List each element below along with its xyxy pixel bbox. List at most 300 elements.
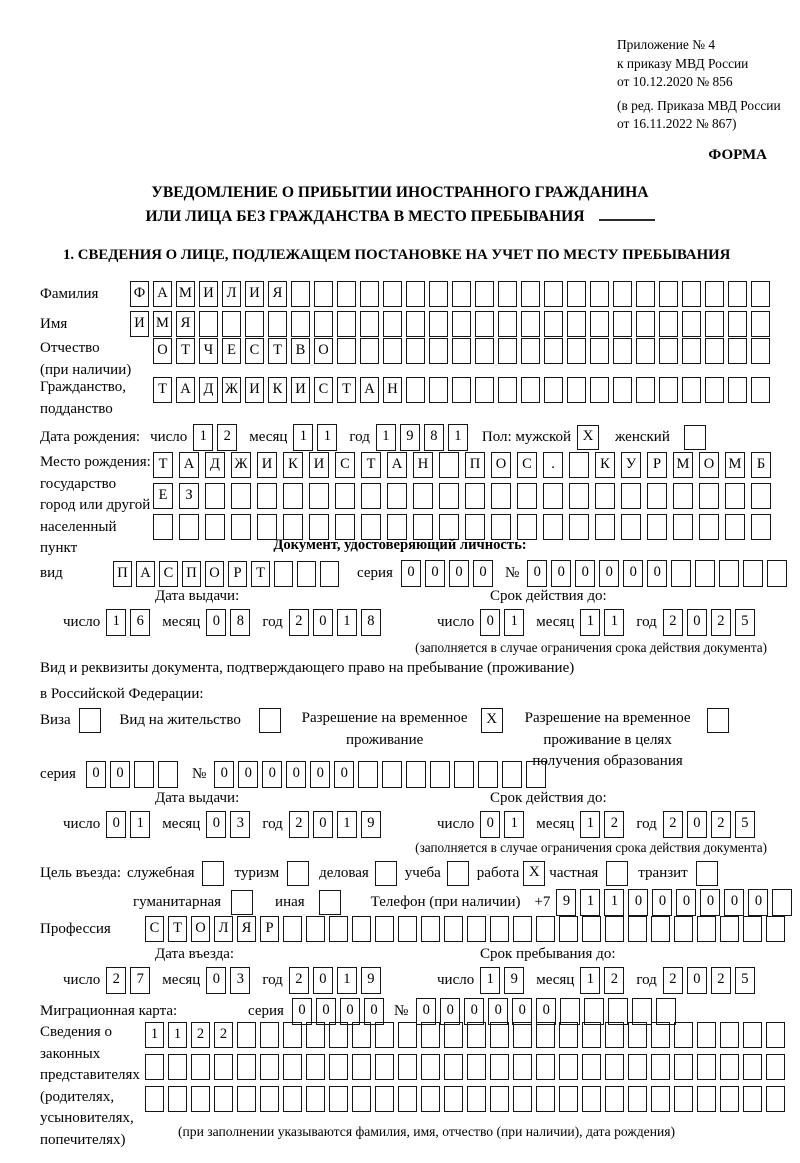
cell[interactable] <box>406 338 425 364</box>
cell[interactable]: С <box>159 561 178 587</box>
cell[interactable] <box>421 1054 440 1080</box>
cell[interactable]: С <box>314 377 333 403</box>
cell[interactable]: 0 <box>599 560 619 587</box>
cell[interactable] <box>695 560 715 587</box>
cell[interactable] <box>513 1054 532 1080</box>
cell[interactable]: 0 <box>748 889 768 916</box>
cell[interactable] <box>608 998 628 1025</box>
cell[interactable] <box>697 1086 716 1112</box>
cell[interactable] <box>651 916 670 942</box>
cell[interactable]: 0 <box>551 560 571 587</box>
cell[interactable] <box>421 1086 440 1112</box>
cell[interactable] <box>478 761 498 788</box>
cell[interactable] <box>245 311 264 337</box>
cell[interactable] <box>544 338 563 364</box>
cell[interactable] <box>697 1022 716 1048</box>
cell[interactable]: 0 <box>449 560 469 587</box>
cell[interactable] <box>772 889 792 916</box>
cell[interactable] <box>567 377 586 403</box>
cell[interactable] <box>673 483 693 509</box>
cell[interactable] <box>237 1022 256 1048</box>
cell[interactable] <box>205 483 225 509</box>
cell[interactable] <box>659 311 678 337</box>
cell[interactable]: Т <box>153 452 173 478</box>
cell[interactable] <box>383 338 402 364</box>
cell[interactable] <box>647 483 667 509</box>
cell[interactable] <box>191 1086 210 1112</box>
temp-residence-edu-checkbox[interactable] <box>707 708 729 733</box>
cell[interactable] <box>421 1022 440 1048</box>
cell[interactable] <box>309 483 329 509</box>
cell[interactable]: И <box>245 281 264 307</box>
cell[interactable] <box>544 311 563 337</box>
cell[interactable] <box>490 1022 509 1048</box>
purpose-official-checkbox[interactable] <box>202 861 224 886</box>
cell[interactable] <box>475 311 494 337</box>
cell[interactable]: 0 <box>106 811 126 838</box>
cell[interactable] <box>260 1054 279 1080</box>
cell[interactable]: 0 <box>464 998 484 1025</box>
cell[interactable]: 2 <box>289 609 309 636</box>
cell[interactable] <box>375 1054 394 1080</box>
cell[interactable]: 0 <box>238 761 258 788</box>
cell[interactable]: А <box>153 281 172 307</box>
cell[interactable] <box>682 281 701 307</box>
cell[interactable]: 1 <box>580 609 600 636</box>
cell[interactable]: 6 <box>130 609 150 636</box>
cell[interactable] <box>222 311 241 337</box>
cell[interactable] <box>628 916 647 942</box>
cell[interactable] <box>283 916 302 942</box>
cell[interactable] <box>728 377 747 403</box>
cell[interactable] <box>145 1086 164 1112</box>
cell[interactable] <box>582 1086 601 1112</box>
cell[interactable] <box>656 998 676 1025</box>
cell[interactable] <box>199 311 218 337</box>
cell[interactable] <box>475 377 494 403</box>
cell[interactable] <box>651 1022 670 1048</box>
cell[interactable] <box>605 1022 624 1048</box>
cell[interactable]: 1 <box>580 811 600 838</box>
cell[interactable]: 0 <box>313 967 333 994</box>
cell[interactable]: 0 <box>536 998 556 1025</box>
cell[interactable] <box>536 1054 555 1080</box>
cell[interactable] <box>674 1022 693 1048</box>
cell[interactable]: Т <box>251 561 270 587</box>
cell[interactable] <box>352 1022 371 1048</box>
cell[interactable] <box>475 281 494 307</box>
cell[interactable]: 0 <box>623 560 643 587</box>
cell[interactable] <box>705 281 724 307</box>
cell[interactable]: 0 <box>480 811 500 838</box>
cell[interactable] <box>145 1054 164 1080</box>
cell[interactable] <box>320 561 339 587</box>
cell[interactable] <box>613 311 632 337</box>
cell[interactable] <box>651 1086 670 1112</box>
cell[interactable]: 0 <box>292 998 312 1025</box>
cell[interactable] <box>682 311 701 337</box>
cell[interactable]: И <box>199 281 218 307</box>
cell[interactable] <box>559 1022 578 1048</box>
cell[interactable] <box>671 560 691 587</box>
cell[interactable]: Н <box>383 377 402 403</box>
purpose-work-checkbox[interactable]: X <box>523 861 545 886</box>
cell[interactable] <box>705 338 724 364</box>
cell[interactable]: 1 <box>580 967 600 994</box>
cell[interactable] <box>659 281 678 307</box>
cell[interactable]: 8 <box>230 609 250 636</box>
cell[interactable]: А <box>360 377 379 403</box>
cell[interactable] <box>521 377 540 403</box>
cell[interactable] <box>283 1022 302 1048</box>
cell[interactable] <box>429 311 448 337</box>
cell[interactable]: Ф <box>130 281 149 307</box>
cell[interactable] <box>306 1054 325 1080</box>
cell[interactable]: М <box>153 311 172 337</box>
cell[interactable] <box>513 1022 532 1048</box>
cell[interactable]: 1 <box>480 967 500 994</box>
cell[interactable] <box>636 338 655 364</box>
cell[interactable]: 0 <box>262 761 282 788</box>
cell[interactable]: 0 <box>676 889 696 916</box>
cell[interactable]: 2 <box>106 967 126 994</box>
cell[interactable] <box>743 1086 762 1112</box>
cell[interactable] <box>567 338 586 364</box>
cell[interactable] <box>543 483 563 509</box>
cell[interactable]: Я <box>237 916 256 942</box>
cell[interactable]: Р <box>228 561 247 587</box>
cell[interactable]: 0 <box>425 560 445 587</box>
cell[interactable] <box>337 281 356 307</box>
cell[interactable]: 0 <box>206 609 226 636</box>
cell[interactable] <box>283 1086 302 1112</box>
cell[interactable]: 5 <box>735 609 755 636</box>
cell[interactable] <box>475 338 494 364</box>
cell[interactable] <box>705 377 724 403</box>
cell[interactable] <box>430 761 450 788</box>
cell[interactable]: А <box>179 452 199 478</box>
cell[interactable]: О <box>699 452 719 478</box>
cell[interactable]: 0 <box>206 811 226 838</box>
cell[interactable]: 1 <box>145 1022 164 1048</box>
purpose-study-checkbox[interactable] <box>447 861 469 886</box>
cell[interactable] <box>231 483 251 509</box>
cell[interactable] <box>337 311 356 337</box>
cell[interactable] <box>360 281 379 307</box>
cell[interactable]: 2 <box>604 967 624 994</box>
cell[interactable] <box>766 1022 785 1048</box>
cell[interactable] <box>743 916 762 942</box>
cell[interactable]: 0 <box>473 560 493 587</box>
cell[interactable] <box>521 311 540 337</box>
cell[interactable] <box>720 1022 739 1048</box>
cell[interactable] <box>406 761 426 788</box>
cell[interactable] <box>375 1022 394 1048</box>
cell[interactable] <box>168 1054 187 1080</box>
cell[interactable] <box>452 311 471 337</box>
cell[interactable] <box>559 916 578 942</box>
cell[interactable]: 1 <box>376 424 396 451</box>
cell[interactable] <box>383 281 402 307</box>
cell[interactable]: О <box>191 916 210 942</box>
cell[interactable] <box>751 281 770 307</box>
cell[interactable] <box>306 1086 325 1112</box>
cell[interactable] <box>536 1022 555 1048</box>
cell[interactable]: З <box>179 483 199 509</box>
cell[interactable]: Я <box>268 281 287 307</box>
cell[interactable] <box>398 1022 417 1048</box>
cell[interactable] <box>158 761 178 788</box>
cell[interactable] <box>398 1086 417 1112</box>
cell[interactable] <box>636 311 655 337</box>
cell[interactable]: Д <box>199 377 218 403</box>
cell[interactable] <box>134 761 154 788</box>
cell[interactable]: 0 <box>724 889 744 916</box>
cell[interactable] <box>444 916 463 942</box>
cell[interactable] <box>382 761 402 788</box>
cell[interactable] <box>725 483 745 509</box>
cell[interactable] <box>358 761 378 788</box>
cell[interactable]: 0 <box>214 761 234 788</box>
cell[interactable] <box>439 483 459 509</box>
cell[interactable] <box>406 281 425 307</box>
cell[interactable]: И <box>257 452 277 478</box>
cell[interactable]: Ч <box>199 338 218 364</box>
cell[interactable]: 1 <box>106 609 126 636</box>
cell[interactable] <box>444 1022 463 1048</box>
cell[interactable]: С <box>517 452 537 478</box>
cell[interactable]: 2 <box>191 1022 210 1048</box>
cell[interactable] <box>444 1054 463 1080</box>
cell[interactable]: Т <box>153 377 172 403</box>
cell[interactable]: С <box>145 916 164 942</box>
cell[interactable]: А <box>176 377 195 403</box>
cell[interactable] <box>498 338 517 364</box>
cell[interactable]: Л <box>214 916 233 942</box>
cell[interactable] <box>544 377 563 403</box>
cell[interactable] <box>590 338 609 364</box>
visa-checkbox[interactable] <box>79 708 101 733</box>
cell[interactable] <box>260 1086 279 1112</box>
cell[interactable] <box>720 916 739 942</box>
cell[interactable] <box>766 1054 785 1080</box>
cell[interactable]: 0 <box>628 889 648 916</box>
cell[interactable] <box>283 483 303 509</box>
cell[interactable]: 5 <box>735 811 755 838</box>
cell[interactable] <box>490 1054 509 1080</box>
cell[interactable]: П <box>465 452 485 478</box>
cell[interactable]: М <box>725 452 745 478</box>
cell[interactable] <box>628 1054 647 1080</box>
cell[interactable] <box>314 311 333 337</box>
cell[interactable]: А <box>387 452 407 478</box>
cell[interactable] <box>398 1054 417 1080</box>
cell[interactable] <box>297 561 316 587</box>
cell[interactable] <box>413 483 433 509</box>
cell[interactable] <box>613 338 632 364</box>
cell[interactable]: 1 <box>580 889 600 916</box>
cell[interactable] <box>628 1022 647 1048</box>
cell[interactable] <box>567 311 586 337</box>
cell[interactable]: 9 <box>556 889 576 916</box>
cell[interactable] <box>767 560 787 587</box>
cell[interactable] <box>605 916 624 942</box>
cell[interactable]: И <box>130 311 149 337</box>
cell[interactable]: И <box>291 377 310 403</box>
cell[interactable]: 1 <box>337 967 357 994</box>
cell[interactable]: 0 <box>687 967 707 994</box>
cell[interactable] <box>491 483 511 509</box>
cell[interactable] <box>283 1054 302 1080</box>
cell[interactable]: М <box>673 452 693 478</box>
cell[interactable]: Т <box>176 338 195 364</box>
cell[interactable] <box>498 377 517 403</box>
cell[interactable] <box>467 1022 486 1048</box>
cell[interactable] <box>467 916 486 942</box>
cell[interactable] <box>291 311 310 337</box>
cell[interactable] <box>452 377 471 403</box>
cell[interactable] <box>168 1086 187 1112</box>
cell[interactable]: 0 <box>110 761 130 788</box>
cell[interactable]: Ж <box>231 452 251 478</box>
cell[interactable]: 1 <box>168 1022 187 1048</box>
cell[interactable]: 2 <box>711 811 731 838</box>
cell[interactable] <box>674 916 693 942</box>
cell[interactable] <box>191 1054 210 1080</box>
cell[interactable] <box>329 1054 348 1080</box>
cell[interactable]: 5 <box>735 967 755 994</box>
cell[interactable]: 1 <box>293 424 313 451</box>
residence-permit-checkbox[interactable] <box>259 708 281 733</box>
cell[interactable] <box>214 1054 233 1080</box>
cell[interactable]: Л <box>222 281 241 307</box>
cell[interactable] <box>613 377 632 403</box>
cell[interactable] <box>584 998 604 1025</box>
cell[interactable] <box>439 452 459 478</box>
cell[interactable]: 0 <box>575 560 595 587</box>
cell[interactable] <box>375 916 394 942</box>
cell[interactable] <box>214 1086 233 1112</box>
cell[interactable]: 0 <box>313 609 333 636</box>
cell[interactable] <box>605 1086 624 1112</box>
cell[interactable] <box>454 761 474 788</box>
cell[interactable] <box>490 1086 509 1112</box>
cell[interactable] <box>337 338 356 364</box>
cell[interactable] <box>306 1022 325 1048</box>
cell[interactable]: 0 <box>700 889 720 916</box>
cell[interactable]: 0 <box>286 761 306 788</box>
cell[interactable]: 2 <box>711 967 731 994</box>
cell[interactable] <box>636 377 655 403</box>
cell[interactable] <box>743 560 763 587</box>
cell[interactable] <box>406 377 425 403</box>
cell[interactable] <box>766 916 785 942</box>
cell[interactable]: 0 <box>313 811 333 838</box>
cell[interactable] <box>569 483 589 509</box>
cell[interactable]: 0 <box>316 998 336 1025</box>
cell[interactable]: Т <box>361 452 381 478</box>
cell[interactable]: Р <box>647 452 667 478</box>
cell[interactable]: О <box>153 338 172 364</box>
cell[interactable] <box>526 761 546 788</box>
cell[interactable]: 0 <box>340 998 360 1025</box>
cell[interactable]: 1 <box>604 889 624 916</box>
cell[interactable] <box>621 483 641 509</box>
cell[interactable] <box>314 281 333 307</box>
cell[interactable] <box>406 311 425 337</box>
cell[interactable]: . <box>543 452 563 478</box>
cell[interactable] <box>465 483 485 509</box>
cell[interactable]: Т <box>168 916 187 942</box>
cell[interactable] <box>398 916 417 942</box>
cell[interactable]: О <box>205 561 224 587</box>
cell[interactable]: В <box>291 338 310 364</box>
cell[interactable] <box>335 483 355 509</box>
cell[interactable]: 0 <box>687 609 707 636</box>
cell[interactable] <box>628 1086 647 1112</box>
cell[interactable]: Н <box>413 452 433 478</box>
cell[interactable] <box>536 1086 555 1112</box>
cell[interactable]: 9 <box>361 967 381 994</box>
cell[interactable] <box>751 483 771 509</box>
cell[interactable]: 0 <box>480 609 500 636</box>
cell[interactable]: С <box>335 452 355 478</box>
cell[interactable] <box>728 281 747 307</box>
cell[interactable]: 2 <box>663 967 683 994</box>
cell[interactable] <box>651 1054 670 1080</box>
cell[interactable] <box>582 916 601 942</box>
cell[interactable] <box>237 1086 256 1112</box>
cell[interactable]: П <box>113 561 132 587</box>
cell[interactable] <box>697 916 716 942</box>
cell[interactable] <box>659 338 678 364</box>
cell[interactable] <box>444 1086 463 1112</box>
cell[interactable]: 0 <box>416 998 436 1025</box>
cell[interactable] <box>536 916 555 942</box>
cell[interactable] <box>720 1054 739 1080</box>
purpose-business-checkbox[interactable] <box>375 861 397 886</box>
cell[interactable] <box>360 311 379 337</box>
cell[interactable] <box>521 281 540 307</box>
cell[interactable]: К <box>268 377 287 403</box>
cell[interactable] <box>498 281 517 307</box>
purpose-tourism-checkbox[interactable] <box>287 861 309 886</box>
cell[interactable]: И <box>309 452 329 478</box>
cell[interactable] <box>751 338 770 364</box>
cell[interactable]: 2 <box>711 609 731 636</box>
cell[interactable] <box>383 311 402 337</box>
cell[interactable] <box>743 1054 762 1080</box>
cell[interactable]: 0 <box>364 998 384 1025</box>
temp-residence-checkbox[interactable]: X <box>481 708 503 733</box>
cell[interactable] <box>751 377 770 403</box>
cell[interactable]: 0 <box>488 998 508 1025</box>
cell[interactable] <box>429 377 448 403</box>
cell[interactable] <box>429 338 448 364</box>
cell[interactable]: С <box>245 338 264 364</box>
cell[interactable]: Д <box>205 452 225 478</box>
cell[interactable] <box>751 311 770 337</box>
cell[interactable]: М <box>176 281 195 307</box>
cell[interactable] <box>674 1054 693 1080</box>
cell[interactable]: 9 <box>504 967 524 994</box>
cell[interactable] <box>467 1086 486 1112</box>
cell[interactable]: Е <box>153 483 173 509</box>
cell[interactable] <box>699 483 719 509</box>
cell[interactable] <box>728 338 747 364</box>
cell[interactable] <box>674 1086 693 1112</box>
cell[interactable] <box>306 916 325 942</box>
